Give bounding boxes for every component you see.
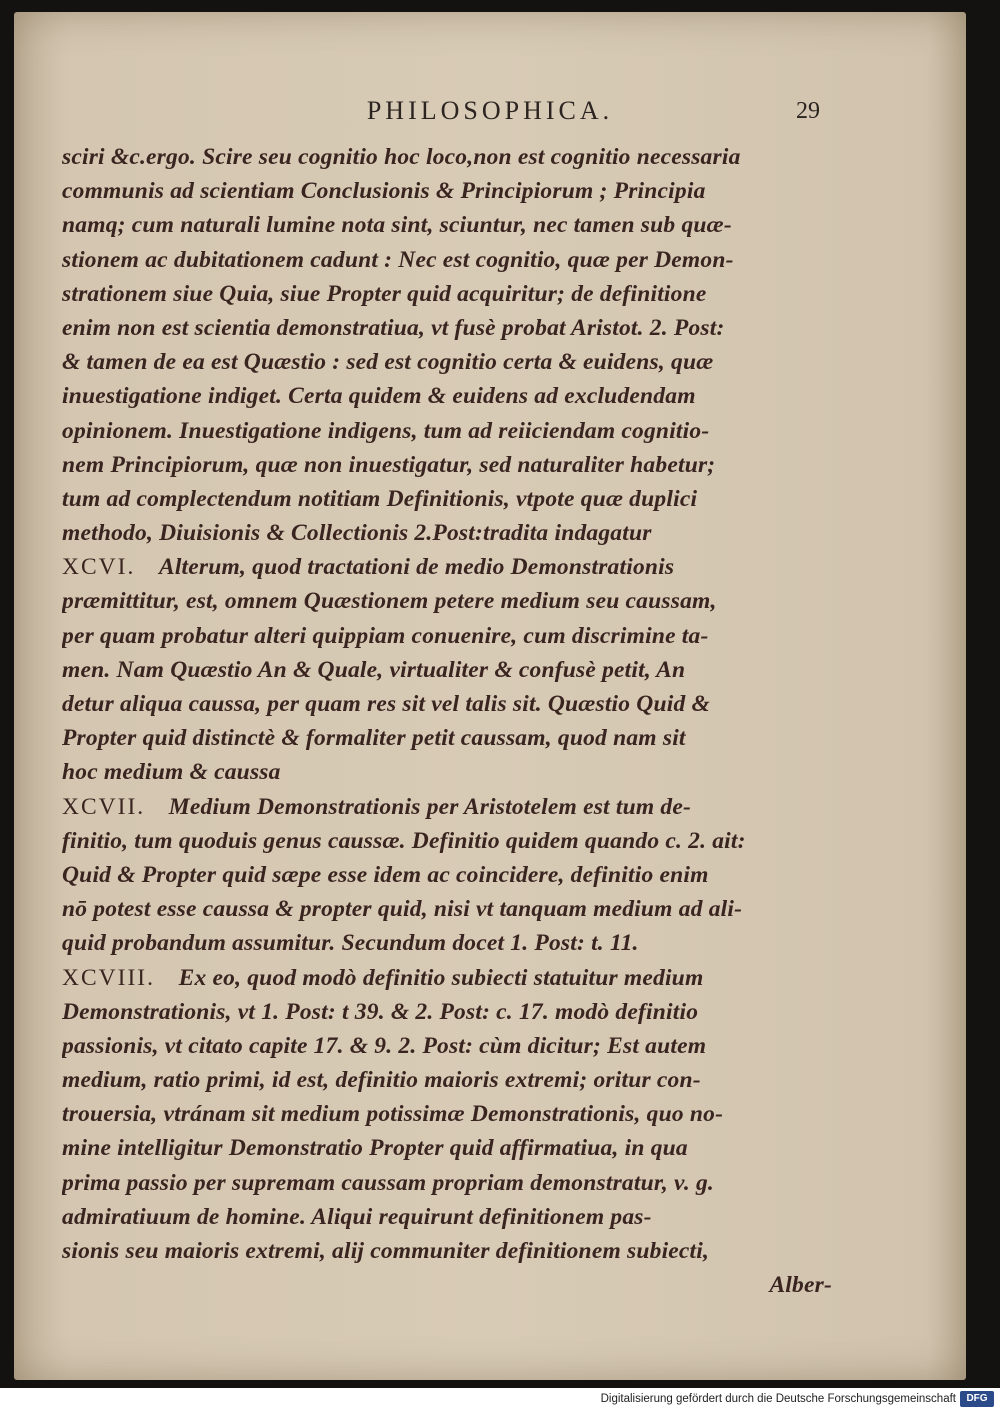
text-line — [62, 824, 832, 858]
line-text: inuestigatione indiget. Certa quidem & euidens ad excludendam — [62, 383, 696, 410]
line-text: passionis, vt citato capite 17. & 9. 2. Post: cùm dicitur; Est autem — [62, 1032, 707, 1059]
line-text: præmittitur, est, omnem Quæstionem petere medium seu caussam, — [62, 588, 717, 615]
line-text: enim non est scientia demonstratiua, vt fusè probat Aristot. 2. Post: — [62, 314, 725, 341]
text-line — [62, 721, 832, 755]
text-line — [62, 311, 832, 345]
line-text: sciri &c.ergo. Scire seu cognitio hoc loco,non est cognitio necessaria — [62, 144, 741, 170]
line-text: Alterum, quod tractationi de medio Demonstrationis — [158, 554, 675, 581]
line-text: trouersia, vtránam sit medium potissimæ Demonstrationis, quo no- — [62, 1101, 724, 1128]
text-line — [62, 1234, 832, 1268]
text-line — [62, 1166, 832, 1200]
text-line — [62, 174, 832, 208]
text-line — [62, 687, 832, 721]
text-line — [62, 208, 832, 242]
line-text: Quid & Propter quid sæpe esse idem ac coincidere, definitio enim — [62, 861, 709, 888]
text-line — [62, 1200, 832, 1234]
dfg-logo: DFG — [960, 1391, 994, 1407]
line-text: Demonstrationis, vt 1. Post: t 39. & 2. Post: c. 17. modò definitio — [62, 998, 699, 1025]
line-text: & tamen de ea est Quæstio : sed est cognitio certa & euidens, quæ — [62, 349, 714, 376]
paragraph-number: XCVIII. — [62, 964, 179, 991]
text-line — [62, 619, 832, 653]
text-line — [62, 892, 832, 926]
text-line — [62, 995, 832, 1029]
funding-notice: Digitalisierung gefördert durch die Deutsche Forschungsgemeinschaft — [600, 1393, 956, 1405]
text-line — [62, 482, 832, 516]
line-text: men. Nam Quæstio An & Quale, virtualiter & confusè petit, An — [62, 656, 686, 683]
line-text: nem Principiorum, quæ non inuestigatur, sed naturaliter habetur; — [62, 451, 716, 478]
line-text: per quam probatur alteri quippiam conuenire, cum discrimine ta- — [62, 622, 709, 649]
line-text: strationem siue Quia, siue Propter quid acquiritur; de definitione — [62, 280, 707, 307]
text-line — [62, 1029, 832, 1063]
body-text — [62, 140, 832, 1302]
text-line — [62, 277, 832, 311]
line-text: medium, ratio primi, id est, definitio maioris extremi; oritur con- — [62, 1067, 701, 1094]
line-text: namq; cum naturali lumine nota sint, sciuntur, nec tamen sub quæ- — [62, 212, 732, 239]
line-text: methodo, Diuisionis & Collectionis 2.Post:tradita indagatur — [62, 520, 652, 547]
text-line — [62, 243, 832, 277]
text-line — [62, 414, 832, 448]
text-line — [62, 790, 832, 824]
text-line — [62, 961, 832, 995]
text-line — [62, 755, 832, 789]
text-line — [62, 345, 832, 379]
line-text: tum ad complectendum notitiam Definitionis, vtpote quæ duplici — [62, 485, 698, 512]
line-text: stionem ac dubitationem cadunt : Nec est cognitio, quæ per Demon- — [62, 246, 734, 273]
text-line — [62, 584, 832, 618]
line-text: sionis seu maioris extremi, alij communiter definitionem subiecti, — [62, 1238, 710, 1264]
line-text: nō potest esse caussa & propter quid, nisi vt tanquam medium ad ali- — [62, 896, 743, 923]
text-line — [62, 858, 832, 892]
text-line — [62, 926, 832, 960]
text-line — [62, 140, 832, 174]
line-text: hoc medium & caussa — [62, 759, 281, 786]
line-text: opinionem. Inuestigatione indigens, tum ad reiiciendam cognitio- — [62, 417, 710, 444]
text-line — [62, 1268, 832, 1302]
text-line — [62, 379, 832, 413]
line-text: Alber- — [769, 1272, 832, 1299]
running-head: PHILOSOPHICA. — [366, 96, 614, 125]
line-text: Medium Demonstrationis per Aristotelem est tum de- — [168, 793, 692, 820]
line-text: detur aliqua caussa, per quam res sit vel talis sit. Quæstio Quid & — [62, 691, 710, 717]
paragraph-number: XCVI. — [62, 554, 159, 581]
line-text: admiratiuum de homine. Aliqui requirunt definitionem pas- — [62, 1203, 652, 1230]
footer-bar — [0, 1388, 1000, 1412]
text-line — [62, 653, 832, 687]
line-text: communis ad scientiam Conclusionis & Principiorum ; Principia — [62, 178, 706, 205]
text-line — [62, 1131, 832, 1165]
line-text: mine intelligitur Demonstratio Propter quid affirmatiua, in qua — [62, 1135, 688, 1162]
text-line — [62, 1097, 832, 1131]
line-text: finitio, tum quoduis genus caussæ. Definitio quidem quando c. 2. ait: — [62, 827, 746, 854]
line-text: Propter quid distinctè & formaliter petit caussam, quod nam sit — [62, 725, 686, 752]
paragraph-number: XCVII. — [62, 793, 169, 820]
line-text: quid probandum assumitur. Secundum docet 1. Post: t. 11. — [62, 930, 639, 957]
text-line — [62, 516, 832, 550]
line-text: prima passio per supremam caussam propriam demonstratur, v. g. — [62, 1169, 714, 1196]
text-line — [62, 1063, 832, 1097]
book-page — [14, 12, 966, 1380]
text-line — [62, 550, 832, 584]
page-number: 29 — [796, 98, 820, 124]
text-line — [62, 448, 832, 482]
line-text: Ex eo, quod modò definitio subiecti statuitur medium — [178, 964, 704, 991]
